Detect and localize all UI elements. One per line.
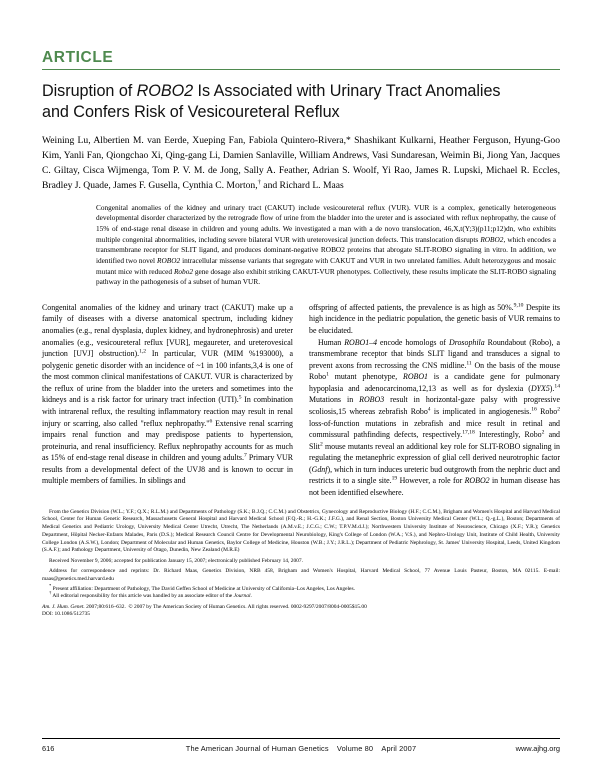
page-footer xyxy=(42,744,560,753)
body-column-right xyxy=(309,302,560,499)
received-note: Received November 9, 2006; accepted for publication January 15, 2007; electronically published February 14, 2007. xyxy=(49,557,303,564)
footer-date: April 2007 xyxy=(381,744,417,753)
footer-journal-name: The American Journal of Human Genetics xyxy=(185,744,329,753)
article-kicker: ARTICLE xyxy=(42,49,114,66)
footer-divider xyxy=(42,738,560,739)
abstract-part-4: gene dosage also exhibit striking CAKUT-VUR phenotypes. Collectively, these results implicate the SLIT-ROBO signaling pathway in the pathogenesis of a subset of human VUR. xyxy=(96,266,556,287)
copyright-notice: © 2007 by The American Society of Human Genetics. All rights reserved. 0002-9297/2007/8004-0005$15.00 xyxy=(128,603,367,610)
footnote-block xyxy=(42,509,560,620)
abstract xyxy=(96,203,556,288)
abstract-part-3: intracellular missense variants that segregate with CAKUT and VUR in two unrelated families. Adult heterozygous and mosaic mutant mice with reduced xyxy=(96,255,556,276)
article-content xyxy=(42,50,560,619)
body-paragraph: Congenital anomalies of the kidney and urinary tract (CAKUT) make up a family of diseases with a diverse anatomical spectrum, including kidney anomalies (e.g., renal dysplasia, duplex kidney, and hydronephrosis) and ureter anomalies (e.g., vesicoureteral reflux [VUR], megaureter, and ureterovesical junction [UVJ] obstruction).$^{1,2}$ In particular, VUR (MIM %193000), a polygenic genetic disorder with an incidence of ~1 in 100 infants,3,4 is one of the most common clinical manifestations of CAKUT. VUR is characterized by the reflux of urine from the bladder into the ureters and sometimes into the kidneys and is a risk factor for urinary tract infection (UTI).$^5$ In combination with intrarenal reflux, the resulting inflammatory reaction may result in renal injury or scarring, also called "reflux nephropathy."$^6$ Extensive renal scarring impairs renal function and may predispose patients to hypertension, proteinuria, and renal insufficiency. Reflux nephropathy accounts for as much as 15% of end-stage renal disease in children and young adults.$^7$ Primary VUR results from a developmental defect of the UVJ8 and is known to occur in multiple members of families. In siblings and xyxy=(42,302,294,486)
journal-italic: Journal xyxy=(233,593,251,600)
footer-journal-info xyxy=(132,744,470,753)
present-affiliation-text: Present affiliation: Department of Pathology, The David Geffen School of Medicine at University of California–Los Angeles, Los Angeles. xyxy=(52,585,355,592)
author-names-end: and Richard L. Maas xyxy=(260,179,344,191)
citation-journal-name: Am. J. Hum. Genet. xyxy=(42,603,85,610)
footer-page-number: 616 xyxy=(42,744,55,753)
title-line1-suffix: Is Associated with Urinary Tract Anomalies xyxy=(193,82,501,101)
abstract-gene-3: Robo2 xyxy=(173,266,193,276)
abstract-part-1: Congenital anomalies of the kidney and urinary tract (CAKUT) include vesicoureteral reflux (VUR). VUR is a complex, genetically heterogeneous developmental disorder characterized by the retrograde flow of urine from the bladder into the ureter and is associated with reflux nephropathy, the cause of 15% of end-stage renal disease in children and young adults. We investigated a man with a de novo translocation, 46,X,t(Y;3)(p11;p12)dn, who exhibits multiple congenital abnormalities, including severe bilateral VUR with ureterovesical junction defects. This translocation disrupts xyxy=(96,202,556,244)
dagger-marker: † xyxy=(49,590,52,596)
abstract-part-2: , which encodes a transmembrane receptor for SLIT ligand, and produces dominant-negative ROBO2 proteins that abrogate SLIT-ROBO signaling in vitro. In addition, we identified two novel xyxy=(96,234,556,265)
author-dagger-marker: † xyxy=(257,178,261,186)
asterisk-marker: * xyxy=(49,582,52,588)
editorial-note-text: All editorial responsibility for this article was handled by an associate editor of the xyxy=(52,593,234,600)
citation-line xyxy=(42,604,560,612)
title-line1-prefix: Disruption of xyxy=(42,82,137,101)
body-column-left xyxy=(42,302,293,499)
kicker-divider xyxy=(42,69,560,70)
affiliations-note: From the Genetics Division (W.L.; Y.F.; Q.X.; R.L.M.) and Departments of Pathology (S.K.; B.J.Q.; C.C.M.) and Obstetrics, Gynecology and Reproductive Biology (H.F.; C.C.M.), Brigham and Women's Hospital and Harvard Medical School, Center for Human Genetic Research, Massachusetts General Hospital and Harvard Medical School (F.Q.-R.; H.-G.K.; J.F.G.), and Renal Section, Boston University Medical Center (W.L.; Q.-g.L.), Boston; Departments of Medical Genetics and Pediatric Urology, University Medical Center Utrecht, Utrecht, The Netherlands (A.M.v.E.; J.C.G.; C.W.; T.P.V.M.d.J.); Northwestern University Institute of Neuroscience, Chicago (X.F.; Y.R.); Genetics Department, Hôpital Necker-Enfants Malades, Paris (D.S.); Medical Research Council Centre for Developmental Neurobiology, King's College of London (W.A.; V.S.), and Nephro-Urology Unit, Institute of Child Health, University College London (A.S.W.), London; Department of Molecular and Human Genetics, Baylor College of Medicine, Houston (W.B.; J.Y.; J.R.L.); Department of Pediatric Nephrology, St. James' University Hospital, Leeds, United Kingdom (S.A.F.); and Pathology Department, University of Otago, Dunedin, New Zealand (M.R.E) xyxy=(42,508,560,554)
body-paragraph: offspring of affected patients, the prevalence is as high as 50%.$^{9,10}$ Despite its high incidence in the pediatric population, the genetic basis of VUR remains to be elucidated. xyxy=(309,302,560,335)
doi-line: DOI: 10.1086/512735 xyxy=(42,611,91,618)
editorial-note-end: . xyxy=(250,593,252,600)
title-line2: and Confers Risk of Vesicoureteral Reflux xyxy=(42,103,340,122)
abstract-gene-2: ROBO2 xyxy=(157,255,181,265)
title-gene-name: ROBO2 xyxy=(136,82,194,101)
author-list xyxy=(42,134,560,193)
body-paragraph: Human ROBO1–4 encode homologs of Drosophila Roundabout (Robo), a transmembrane receptor that binds SLIT ligand and transduces a signal to prevent axons from recrossing the CNS midline.$^{11}$ On the basis of the mouse Robo$^1$ mutant phenotype, ROBO1 is a candidate gene for pulmonary hypoplasia and adenocarcinoma,12,13 as well as for dyslexia (DYX5).$^{14}$ Mutations in ROBO3 result in horizontal-gaze palsy with progressive scoliosis,15 whereas zebrafish Robo$^4$ is implicated in angiogenesis.$^{16}$ Robo$^2$ loss-of-function mutations in zebrafish and mice result in retinal and commissural pathfinding defects, respectively.$^{17,18}$ Interestingly, Robo$^2$ and Slit$^2$ mouse mutants reveal an additional key role for SLIT-ROBO signaling in regulating the metanephric expression of glial cell derived neurotrophic factor (Gdnf), which in turn induces ureteric bud outgrowth from the nephric duct and restricts it to a single site.$^{19}$ However, a role for ROBO2 in human disease has not been identified elsewhere. xyxy=(309,337,561,498)
footer-website-url[interactable]: www.ajhg.org xyxy=(515,744,560,753)
footer-volume: Volume 80 xyxy=(336,744,374,753)
correspondence-note: Address for correspondence and reprints: Dr. Richard Maas, Genetics Division, NRB 458, Brigham and Women's Hospital, Harvard Medical School, 77 Avenue Louis Pasteur, Boston, MA 02115. E-mail: maas@genetics.med.harvard.edu xyxy=(42,567,560,582)
abstract-gene-1: ROBO2 xyxy=(480,234,504,244)
author-names: Weining Lu, Albertien M. van Eerde, Xueping Fan, Fabiola Quintero-Rivera,* Shashikant Kulkarni, Heather Ferguson, Hyung-Goo Kim, Yanli Fan, Qiongchao Xi, Qing-gang Li, Damien Sanlaville, William Andrews, Vasi Sundaresan, Weimin Bi, Jiong Yan, Jacques C. Giltay, Cisca Wijmenga, Tom P. V. M. de Jong, Sally A. Feather, Adrian S. Woolf, Yi Rao, James R. Lupski, Michael R. Eccles, Bradley J. Quade, James F. Gusella, Cynthia C. Morton, xyxy=(42,135,560,191)
citation-volume-pages: 2007;80:616–632. xyxy=(84,603,126,610)
body-columns xyxy=(42,302,560,499)
editorial-responsibility-note xyxy=(42,590,560,601)
page-title xyxy=(42,81,560,123)
